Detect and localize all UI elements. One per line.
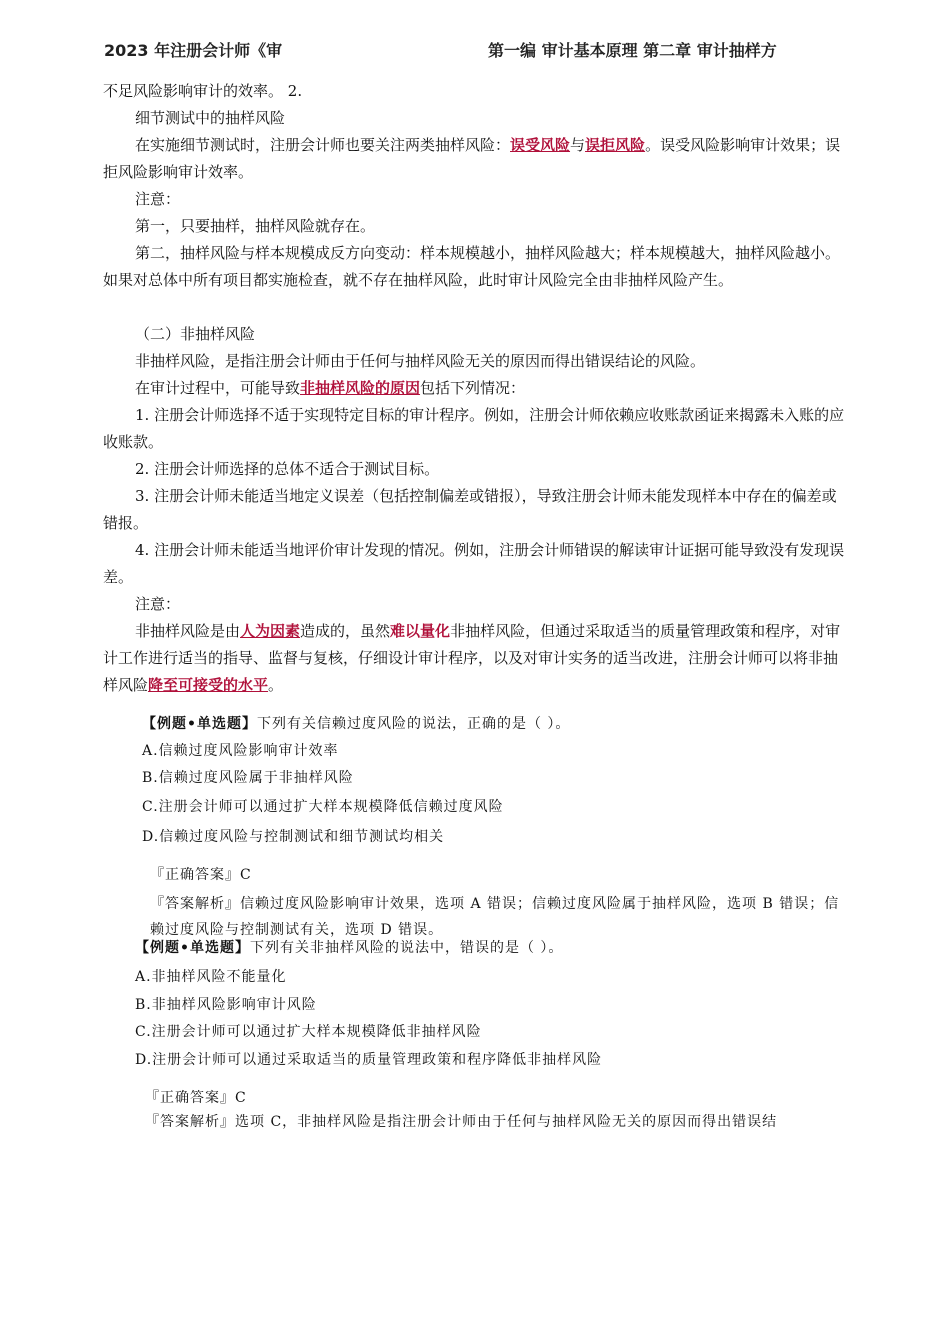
- answer-analysis: 『答案解析』选项 C，非抽样风险是指注册会计师由于任何与抽样风险无关的原因而得出错误结: [145, 1114, 778, 1130]
- example-question-2: [135, 938, 563, 958]
- highlight-term: 降至可接受的水平: [148, 676, 269, 694]
- question-stem: 下列有关非抽样风险的说法中，错误的是（ ）。: [249, 940, 564, 956]
- option-a: A.信赖过度风险影响审计效率: [142, 743, 339, 759]
- subheading-detail-test-risk: 细节测试中的抽样风险: [135, 109, 286, 127]
- list-item: 1. 注册会计师选择不适于实现特定目标的审计程序。例如，注册会计师依赖应收账款函证来揭露未入账的应收账款。: [103, 406, 845, 451]
- list-item: 4. 注册会计师未能适当地评价审计发现的情况。例如，注册会计师错误的解读审计证据可能导致没有发现误差。: [103, 541, 845, 586]
- paragraph: 第二，抽样风险与样本规模成反方向变动：样本规模越小，抽样风险越大；样本规模越大，抽样风险越小。如果对总体中所有项目都实施检查，就不存在抽样风险，此时审计风险完全由非抽样风险产生。: [103, 244, 841, 289]
- option-b: B.信赖过度风险属于非抽样风险: [142, 770, 354, 786]
- section-heading: （二）非抽样风险: [135, 325, 256, 343]
- option-c: C.注册会计师可以通过扩大样本规模降低非抽样风险: [135, 1024, 482, 1040]
- correct-answer: 『正确答案』C: [150, 867, 252, 883]
- option-d: D.注册会计师可以通过采取适当的质量管理政策和程序降低非抽样风险: [135, 1052, 603, 1068]
- list-item: 2. 注册会计师选择的总体不适合于测试目标。: [135, 460, 440, 478]
- paragraph: 在实施细节测试时，注册会计师也要关注两类抽样风险：误受风险与误拒风险。误受风险影响审计效果；误拒风险影响审计效率。: [103, 136, 841, 181]
- highlight-term: 难以量化: [390, 622, 451, 640]
- example-question-1: [142, 714, 570, 734]
- question-tag: 【例题•单选题】: [142, 716, 257, 732]
- paragraph: 第一，只要抽样，抽样风险就存在。: [135, 217, 376, 235]
- option-c: C.注册会计师可以通过扩大样本规模降低信赖过度风险: [142, 799, 504, 815]
- highlight-term: 误拒风险: [585, 136, 646, 154]
- paragraph: 在审计过程中，可能导致非抽样风险的原因包括下列情况：: [135, 379, 526, 397]
- option-a: A.非抽样风险不能量化: [135, 969, 287, 985]
- correct-answer: 『正确答案』C: [145, 1090, 247, 1106]
- highlight-term: 非抽样风险的原因: [300, 379, 421, 397]
- note-label: 注意：: [135, 595, 181, 613]
- option-b: B.非抽样风险影响审计风险: [135, 997, 317, 1013]
- highlight-term: 人为因素: [240, 622, 301, 640]
- paragraph: 不足风险影响审计的效率。 2.: [103, 82, 303, 100]
- question-stem: 下列有关信赖过度风险的说法，正确的是（ ）。: [256, 716, 571, 732]
- list-item: 3. 注册会计师未能适当地定义误差（包括控制偏差或错报），导致注册会计师未能发现样本中存在的偏差或错报。: [103, 487, 837, 532]
- answer-analysis: 『答案解析』信赖过度风险影响审计效果，选项 A 错误；信赖过度风险属于抽样风险，选项 B 错误；信赖过度风险与控制测试有关，选项 D 错误。: [150, 896, 840, 938]
- option-d: D.信赖过度风险与控制测试和细节测试均相关: [142, 829, 445, 845]
- highlight-term: 误受风险: [510, 136, 571, 154]
- paragraph: 非抽样风险，是指注册会计师由于任何与抽样风险无关的原因而得出错误结论的风险。: [135, 352, 706, 370]
- running-header-left: 2023 年注册会计师《审: [104, 41, 283, 60]
- running-header-right: 第一编 审计基本原理 第二章 审计抽样方: [488, 41, 777, 60]
- question-tag: 【例题•单选题】: [135, 940, 250, 956]
- paragraph: 非抽样风险是由人为因素造成的，虽然难以量化非抽样风险，但通过采取适当的质量管理政策和程序，对审计工作进行适当的指导、监督与复核，仔细设计审计程序，以及对审计实务的适当改进，注册会计师可以将非抽样风险降至可接受的水平。: [103, 622, 841, 694]
- note-label: 注意：: [135, 190, 181, 208]
